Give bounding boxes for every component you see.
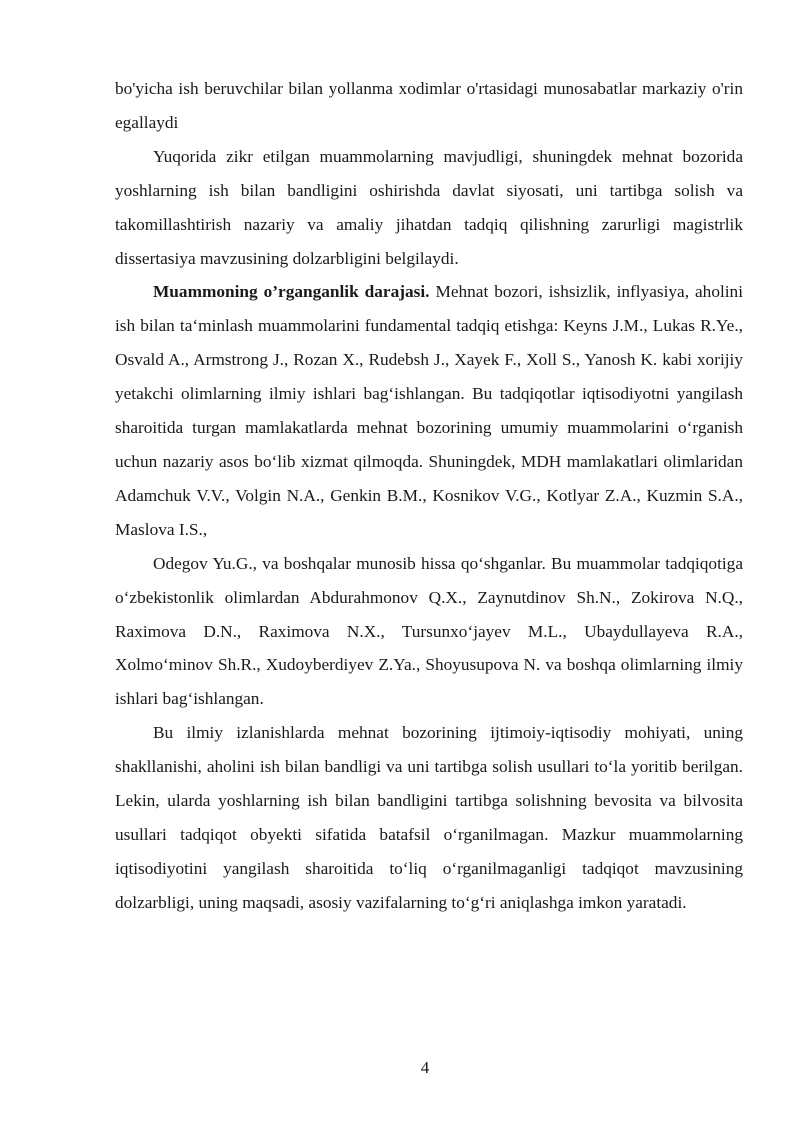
body-text — [115, 72, 743, 920]
paragraph-heading: Muammoning o’rganganlik darajasi. — [153, 282, 430, 302]
paragraph-uzbek-scholars — [115, 547, 743, 717]
paragraph-text: Yuqorida zikr etilgan muammolarning mavjudligi, shuningdek mehnat bozorida yoshlarning ish bilan bandligini oshirishda davlat siyosati, uni tartibga solish va takomillashtirish nazariy va amaliy jihatdan tadqiq qilishning zarurligi magistrlik dissertasiya mavzusining dolzarbligini belgilaydi. — [115, 146, 743, 268]
paragraph-text: Mehnat bozori, ishsizlik, inflyasiya, aholini ish bilan ta‘minlash muammolarini fundamental tadqiq etishga: Keyns J.M., Lukas R.Ye., Osvald A., Armstrong J., Rozan X., Rudebsh J., Xayek F., Xoll S., Yanosh K. kabi xorijiy yetakchi olimlarning ilmiy ishlari bag‘ishlangan. Bu tadqiqotlar iqtisodiyotni yangilash sharoitida turgan mamlakatlarda mehnat bozorining umumiy muammolarini o‘rganish uchun nazariy asos bo‘lib xizmat qilmoqda. Shuningdek, MDH mamlakatlari olimlaridan Adamchuk V.V., Volgin N.A., Genkin B.M., Kosnikov V.G., Kotlyar Z.A., Kuzmin S.A., Maslova I.S., — [115, 282, 744, 539]
paragraph-research-gap — [115, 716, 743, 919]
paragraph-text: Bu ilmiy izlanishlarda mehnat bozorining ijtimoiy-iqtisodiy mohiyati, uning shakllanishi, aholini ish bilan bandligi va uni tartibga solish usullari to‘la yoritib berilgan. Lekin, ularda yoshlarning ish bilan bandligini tartibga solishning bevosita va bilvosita usullari tadqiqot obyekti sifatida batafsil o‘rganilmagan. Mazkur muammolarning iqtisodiyotini yangilash sharoitida to‘liq o‘rganilmaganligi tadqiqot mavzusining dolzarbligi, uning maqsadi, asosiy vazifalarning to‘g‘ri aniqlashga imkon yaratadi. — [115, 723, 743, 912]
paragraph-continuation — [115, 72, 743, 140]
paragraph-study-degree — [115, 275, 743, 546]
paragraph-text: bo'yicha ish beruvchilar bilan yollanma xodimlar o'rtasidagi munosabatlar markaziy o'rin egallaydi — [115, 79, 743, 132]
paragraph-relevance — [115, 140, 743, 276]
page-number: 4 — [420, 1058, 430, 1077]
paragraph-text: Odegov Yu.G., va boshqalar munosib hissa qo‘shganlar. Bu muammolar tadqiqotiga o‘zbekistonlik olimlardan Abdurahmonov Q.X., Zaynutdinov Sh.N., Zokirova N.Q., Raximova D.N., Raximova N.X., Tursunxo‘jayev M.L., Ubaydullayeva R.A., Xolmo‘minov Sh.R., Xudoyberdiyev Z.Ya., Shoyusupova N. va boshqa olimlarning ilmiy ishlari bag‘ishlangan. — [115, 553, 743, 709]
